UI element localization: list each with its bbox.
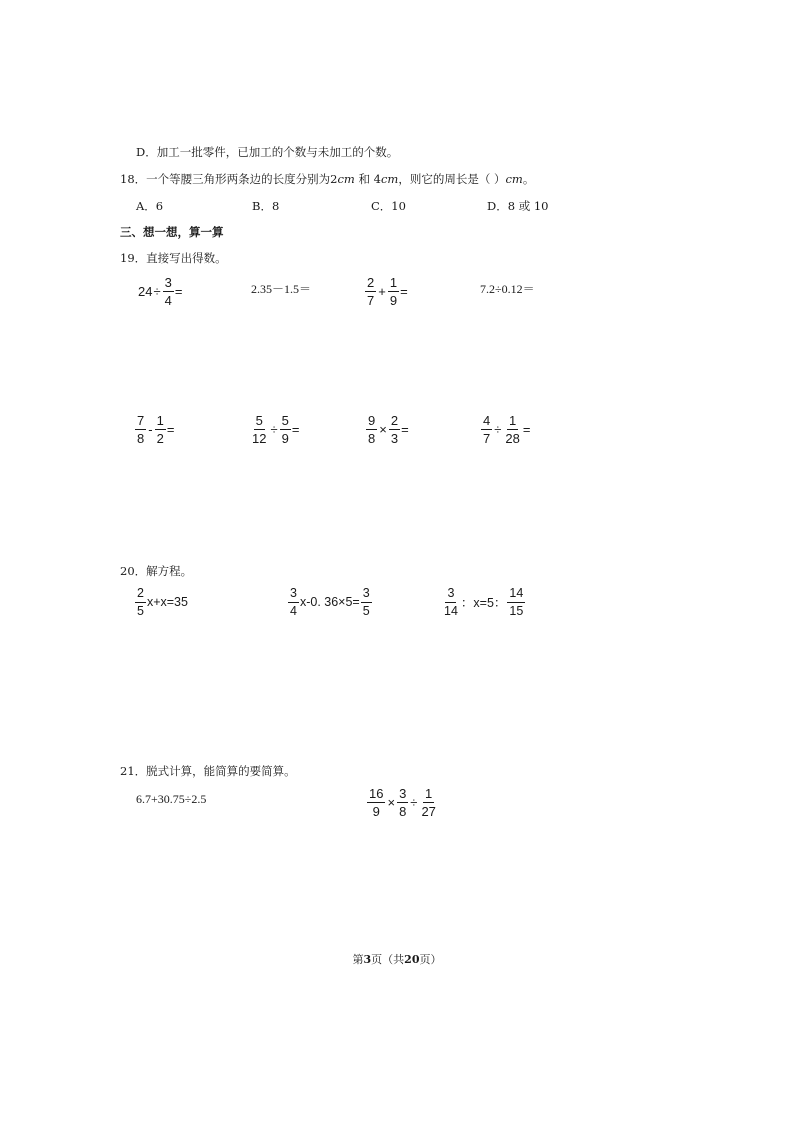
q18-unit-3: cm: [505, 172, 523, 186]
denominator: 5: [362, 603, 370, 618]
numerator: 7: [137, 413, 145, 428]
numerator: 1: [425, 786, 433, 801]
q20-equation-1: [134, 587, 188, 617]
equals-sign: =: [401, 422, 409, 437]
denominator: 9: [372, 804, 380, 819]
section-3-title: 三、想一想，算一算: [120, 225, 224, 239]
numerator: 2: [367, 275, 375, 290]
q18-stem-a: 18．一个等腰三角形两条边的长度分别为: [120, 172, 331, 186]
numerator: 2: [135, 587, 146, 603]
equals-sign: =: [291, 422, 300, 437]
q18-option-c: C．10: [371, 199, 406, 213]
operator: ×: [379, 422, 387, 437]
footer-suffix: 页）: [419, 953, 442, 966]
numerator: 3: [164, 275, 172, 290]
denominator: 7: [483, 431, 491, 446]
denominator: 8: [137, 431, 145, 446]
fraction-1: [288, 587, 299, 617]
denominator: 15: [509, 603, 524, 618]
denominator: 7: [367, 293, 375, 308]
equation-rest: x+x=35: [146, 595, 188, 609]
q19-expr-3: [364, 276, 408, 307]
denominator: 28: [505, 431, 520, 446]
numerator: 9: [368, 413, 376, 428]
footer-middle: 页（共: [371, 953, 405, 966]
q21-stem: 21．脱式计算，能简算的要简算。: [120, 764, 296, 778]
denominator: 8: [368, 431, 376, 446]
q21-expr-2: [366, 787, 439, 818]
equals-sign: =: [400, 284, 408, 299]
q19-expr-7: [365, 414, 409, 445]
footer-page-number: 3: [363, 953, 372, 966]
fraction-1: [367, 787, 385, 818]
numerator: 1: [508, 413, 517, 428]
q18-stem: [120, 171, 534, 187]
numerator: 1: [156, 413, 164, 428]
q20-equation-2: [287, 587, 373, 617]
q19-expr-4: 7.2÷0.12＝: [480, 282, 535, 296]
operator: +: [378, 284, 386, 299]
operator: ÷: [270, 422, 278, 437]
page-footer: [0, 951, 794, 967]
q18-option-b: B．8: [252, 199, 280, 213]
operator: ÷: [153, 284, 161, 299]
denominator: 3: [390, 431, 399, 446]
denominator: 14: [444, 603, 458, 618]
q18-end: 。: [522, 172, 535, 186]
q21-expr-1: 6.7+30.75÷2.5: [136, 792, 207, 806]
denominator: 4: [164, 293, 172, 308]
fraction-3: [419, 787, 437, 818]
denominator: 2: [156, 431, 164, 446]
fraction-1: [250, 414, 268, 445]
equals-sign: =: [522, 422, 531, 437]
fraction-2: [388, 276, 399, 307]
fraction: [163, 276, 174, 307]
fraction-1: [442, 587, 460, 617]
fraction-1: [366, 414, 377, 445]
fraction-2: [503, 414, 521, 445]
denominator: 9: [281, 431, 289, 446]
q19-stem: 19．直接写出得数。: [120, 251, 227, 265]
numerator: 4: [483, 413, 491, 428]
numerator: 2: [390, 413, 399, 428]
denominator: 9: [389, 293, 398, 308]
q19-expr-6: [249, 414, 299, 445]
q18-mid: 和: [354, 172, 374, 186]
q18-value-2: 4: [373, 172, 381, 186]
fraction-1: [481, 414, 492, 445]
denominator: 8: [399, 804, 407, 819]
q20-equation-3: [441, 587, 526, 617]
q17-option-d: D．加工一批零件，已加工的个数与未加工的个数。: [136, 145, 399, 159]
numerator: 5: [255, 413, 263, 428]
q18-option-a: A．6: [136, 199, 164, 213]
denominator: 4: [290, 603, 297, 618]
numerator: 3: [445, 587, 456, 603]
operator: -: [148, 422, 153, 437]
denominator: 12: [252, 431, 267, 446]
numerator: 3: [399, 786, 407, 801]
q18-option-d: D．8 或 10: [487, 199, 549, 213]
fraction-1: [365, 276, 376, 307]
equals-sign: =: [166, 422, 175, 437]
q19-expr-2: 2.35－1.5＝: [251, 282, 312, 296]
q18-unit-2: cm: [380, 172, 399, 186]
operator-2: ÷: [410, 795, 418, 810]
numerator: 1: [389, 275, 398, 290]
fraction-2: [280, 414, 291, 445]
fraction-2: [361, 587, 372, 617]
q18-value-1: 2: [330, 172, 338, 186]
operator: ÷: [494, 422, 502, 437]
q18-stem-b: ，则它的周长是（ ）: [398, 172, 506, 186]
fraction-2: [389, 414, 400, 445]
fraction: [135, 587, 146, 617]
q18-unit-1: cm: [337, 172, 355, 186]
numerator: 14: [507, 587, 525, 603]
operator-1: ×: [387, 795, 396, 810]
equation-middle: ：x=5：: [460, 596, 507, 610]
q20-stem: 20．解方程。: [120, 564, 193, 578]
numerator: 3: [288, 587, 299, 603]
equals-sign: =: [174, 284, 183, 299]
fraction-2: [155, 414, 166, 445]
q19-expr-5: [134, 414, 174, 445]
q19-expr-1: [138, 276, 182, 307]
fraction-2: [397, 787, 408, 818]
numerator: 5: [281, 413, 289, 428]
denominator: 27: [421, 804, 436, 819]
equation-middle: x-0. 36×5=: [299, 595, 360, 609]
q19-expr-8: [480, 414, 530, 445]
footer-total-pages: 20: [404, 953, 420, 966]
whole-number: 24: [138, 284, 153, 299]
numerator: 3: [361, 587, 372, 603]
footer-prefix: 第: [352, 953, 364, 966]
numerator: 16: [369, 786, 384, 801]
denominator: 5: [137, 603, 144, 618]
fraction-1: [135, 414, 146, 445]
fraction-2: [507, 587, 525, 617]
